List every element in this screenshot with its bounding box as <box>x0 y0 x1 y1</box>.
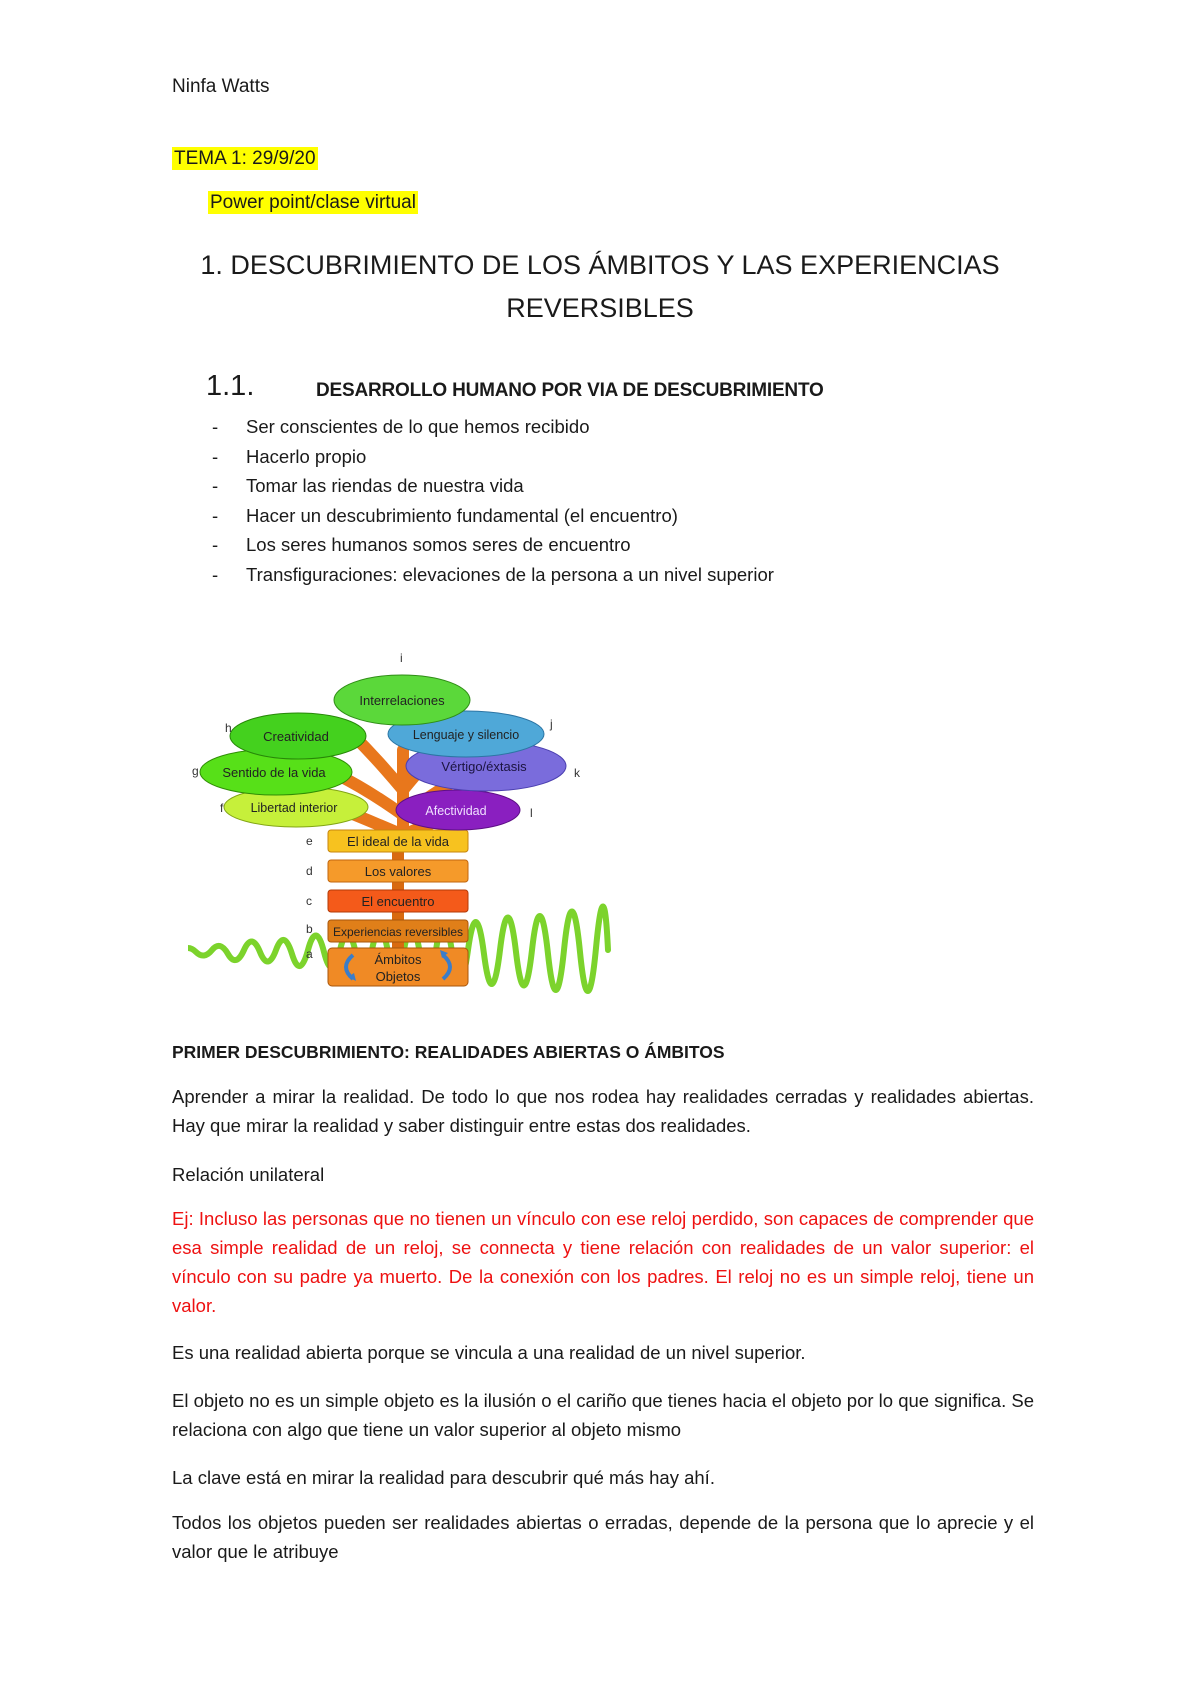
letter-g: g <box>192 764 199 778</box>
leaf-afectividad <box>396 790 520 830</box>
development-tree-diagram <box>188 640 648 1010</box>
list-item-text: Tomar las riendas de nuestra vida <box>246 475 524 496</box>
leaf-lenguaje-label: Lenguaje y silencio <box>412 728 520 742</box>
class-modality <box>208 192 418 214</box>
class-modality-text: Power point/clase virtual <box>210 192 416 213</box>
list-item <box>212 442 774 472</box>
letter-i: i <box>400 651 403 665</box>
bullet-marker: - <box>212 475 219 496</box>
bullet-marker: - <box>212 504 219 526</box>
paragraph: Aprender a mirar la realidad. De todo lo que nos rodea hay realidades cerradas y realidades abiertas. Hay que mirar la realidad y saber distinguir entre estas dos realidades. <box>172 1086 1034 1136</box>
bullet-marker: - <box>212 445 219 467</box>
leaf-sentido-label: Sentido de la vida <box>222 765 326 780</box>
leaf-creatividad <box>230 713 366 759</box>
letter-l: l <box>530 806 533 820</box>
leaf-vertigo-label: Vértigo/éxtasis <box>441 759 527 774</box>
topic-date <box>172 148 318 170</box>
author-name: Ninfa Watts <box>172 76 270 97</box>
trunk-box-d <box>328 860 468 882</box>
paragraph: El objeto no es un simple objeto es la ilusión o el cariño que tienes hacia el objeto por lo que significa. Se relaciona con algo que tiene un valor superior al objeto mismo <box>172 1390 1034 1440</box>
letter-j: j <box>550 717 553 731</box>
leaf-interrelaciones-label: Interrelaciones <box>359 693 445 708</box>
letter-b: b <box>306 922 313 936</box>
paragraph: Relación unilateral <box>172 1164 325 1185</box>
page-title: 1. DESCUBRIMIENTO DE LOS ÁMBITOS Y LAS EXPERIENCIAS REVERSIBLES <box>200 250 1000 323</box>
letter-d: d <box>306 864 313 878</box>
bullet-marker: - <box>212 416 219 437</box>
roots-box <box>328 948 468 986</box>
section-heading: DESARROLLO HUMANO POR VIA DE DESCUBRIMIENTO <box>316 380 824 401</box>
list-item <box>212 560 774 590</box>
example-paragraph: Ej: Incluso las personas que no tienen un vínculo con ese reloj perdido, son capaces de comprender que esa simple realidad de un reloj, se connecta y tiene relación con realidades de un valor superior: el vínculo con su padre ya muerto. De la conexión con los padres. El reloj no es un simple reloj, tiene un valor. <box>172 1208 1034 1316</box>
bullet-marker: - <box>212 563 219 585</box>
trunk-box-c <box>328 890 468 912</box>
letter-a: a <box>306 947 313 961</box>
letter-k: k <box>574 766 580 780</box>
trunk-box-e <box>328 830 468 852</box>
paragraph: La clave está en mirar la realidad para descubrir qué más hay ahí. <box>172 1467 715 1488</box>
list-item-text: Los seres humanos somos seres de encuentro <box>246 534 631 555</box>
trunk-box-c-label: El encuentro <box>361 894 435 909</box>
bullet-list <box>212 412 774 589</box>
paragraph: Es una realidad abierta porque se vincula a una realidad de un nivel superior. <box>172 1342 806 1363</box>
leaf-interrelaciones <box>334 675 470 725</box>
subsection-title: PRIMER DESCUBRIMIENTO: REALIDADES ABIERTAS O ÁMBITOS <box>172 1042 725 1062</box>
list-item <box>212 501 774 531</box>
roots-label-2: Objetos <box>375 969 421 984</box>
bullet-marker: - <box>212 534 219 555</box>
list-item <box>212 471 774 501</box>
leaf-afectividad-label: Afectividad <box>425 804 487 818</box>
letter-e: e <box>306 834 313 848</box>
trunk-box-b <box>328 920 468 942</box>
list-item-text: Ser conscientes de lo que hemos recibido <box>246 416 590 437</box>
leaf-libertad-label: Libertad interior <box>250 801 338 815</box>
letter-c: c <box>306 894 312 908</box>
trunk-box-d-label: Los valores <box>364 864 432 879</box>
list-item-text: Hacerlo propio <box>246 445 367 467</box>
paragraph: Todos los objetos pueden ser realidades abiertas o erradas, depende de la persona que lo aprecie y el valor que le atribuye <box>172 1512 1034 1562</box>
section-number: 1.1. <box>206 370 255 402</box>
list-item <box>212 412 774 442</box>
letter-f: f <box>220 801 224 815</box>
letter-h: h <box>225 721 232 735</box>
trunk-box-e-label: El ideal de la vida <box>347 834 449 849</box>
roots-label-1: Ámbitos <box>374 952 422 967</box>
list-item-text: Transfiguraciones: elevaciones de la persona a un nivel superior <box>246 563 774 585</box>
list-item-text: Hacer un descubrimiento fundamental (el encuentro) <box>246 504 678 526</box>
trunk-box-b-label: Experiencias reversibles <box>332 925 464 939</box>
leaf-creatividad-label: Creatividad <box>263 729 329 744</box>
topic-date-text: TEMA 1: 29/9/20 <box>174 148 316 169</box>
list-item <box>212 530 774 560</box>
